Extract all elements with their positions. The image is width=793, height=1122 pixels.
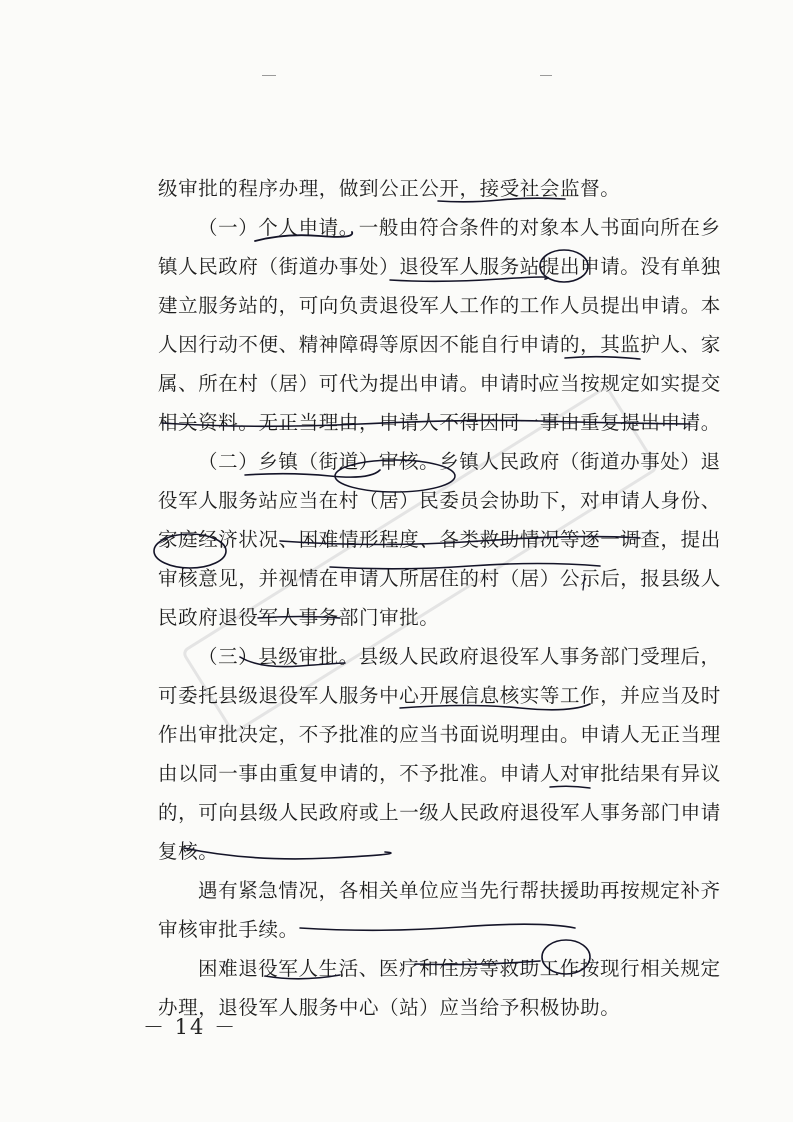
page-number: － 14 － <box>143 1015 238 1039</box>
paragraph-line: （二）乡镇（街道）审核。乡镇人民政府（街道办事处）退 <box>198 450 721 473</box>
paragraph-line: 镇人民政府（街道办事处）退役军人服务站提出申请。没有单独 <box>158 255 721 278</box>
paragraph-line: 民政府退役军人事务部门审批。 <box>158 606 440 629</box>
paragraph-line: 困难退役军人生活、医疗和住房等救助工作按现行相关规定 <box>198 957 721 980</box>
paragraph-line: 由以同一事由重复申请的，不予批准。申请人对审批结果有异议 <box>158 762 721 785</box>
paragraph-line: 相关资料。无正当理由，申请人不得因同一事由重复提出申请。 <box>158 411 721 434</box>
paragraph-line: 级审批的程序办理，做到公正公开，接受社会监督。 <box>158 177 621 200</box>
paragraph-line: 人因行动不便、精神障碍等原因不能自行申请的，其监护人、家 <box>158 333 721 356</box>
paragraph-line: 家庭经济状况、困难情形程度、各类救助情况等逐一调查，提出 <box>158 528 721 551</box>
paragraph-line: 役军人服务站应当在村（居）民委员会协助下，对申请人身份、 <box>158 489 721 512</box>
paragraph-line: 属、所在村（居）可代为提出申请。申请时应当按规定如实提交 <box>158 372 721 395</box>
paragraph-line: 可委托县级退役军人服务中心开展信息核实等工作，并应当及时 <box>158 684 721 707</box>
paragraph-line: 建立服务站的，可向负责退役军人工作的工作人员提出申请。本 <box>158 294 721 317</box>
paragraph-line: 复核。 <box>158 840 219 863</box>
paragraph-line: （三）县级审批。县级人民政府退役军人事务部门受理后， <box>198 645 721 668</box>
paragraph-line: 的，可向县级人民政府或上一级人民政府退役军人事务部门申请 <box>158 801 721 824</box>
paragraph-line: 审核审批手续。 <box>158 918 299 941</box>
paragraph-line: 作出审批决定，不予批准的应当书面说明理由。申请人无正当理 <box>158 723 721 746</box>
paragraph-line: 审核意见，并视情在申请人所居住的村（居）公示后，报县级人 <box>158 567 721 590</box>
paragraph-line: 遇有紧急情况，各相关单位应当先行帮扶援助再按规定补齐 <box>198 879 721 902</box>
paragraph-line: 办理，退役军人服务中心（站）应当给予积极协助。 <box>158 996 621 1019</box>
paragraph-line: （一）个人申请。一般由符合条件的对象本人书面向所在乡 <box>198 216 721 239</box>
